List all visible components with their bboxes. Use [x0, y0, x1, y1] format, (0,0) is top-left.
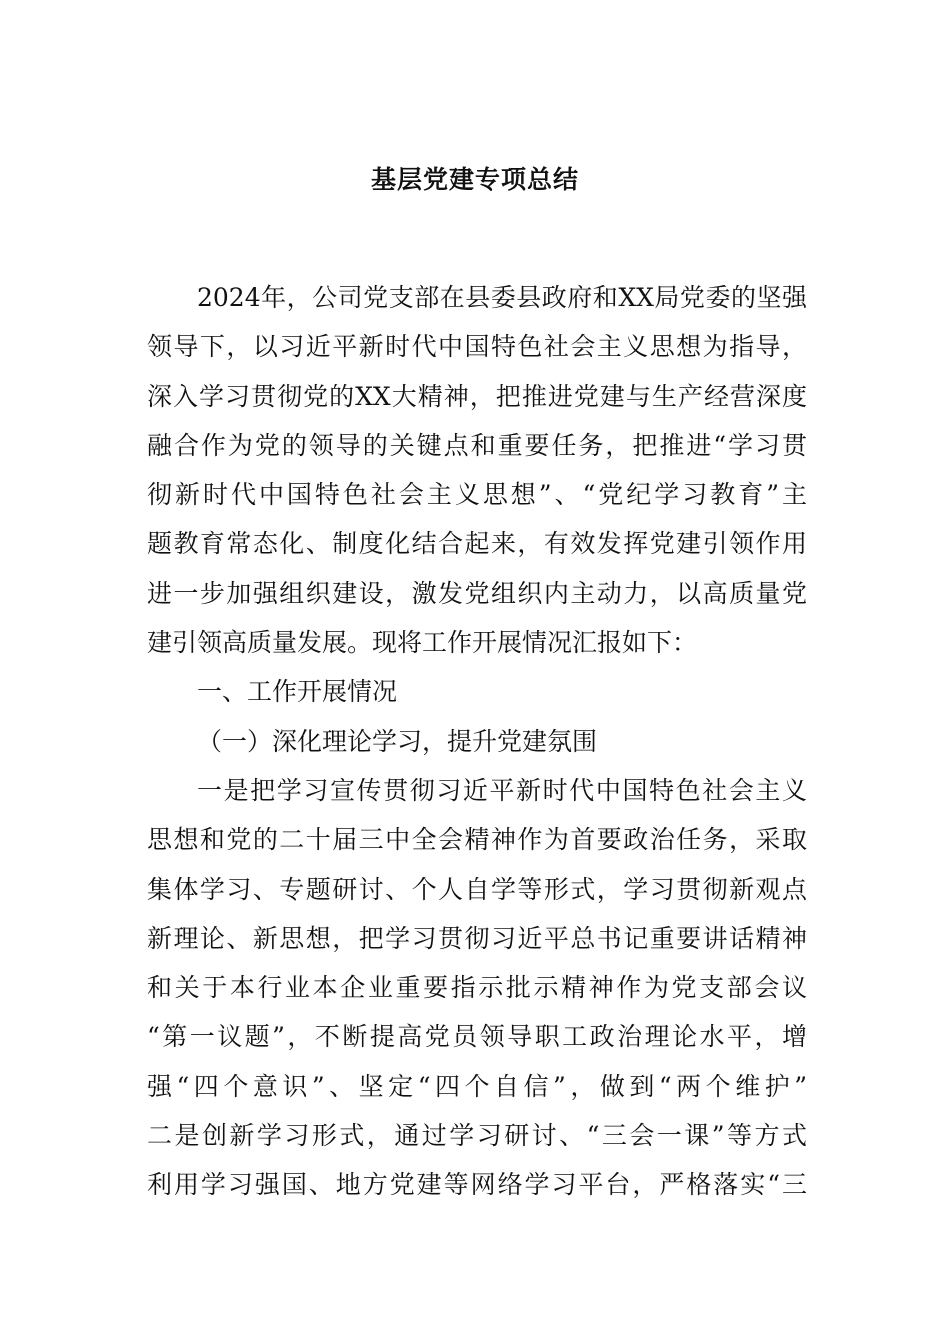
paragraph-line: 利用学习强国、地方党建等网络学习平台，严格落实“三 [147, 1170, 807, 1200]
paragraph-line: 思想和党的二十届三中全会精神作为首要政治任务，采取 [147, 825, 807, 855]
subsection-heading: （一）深化理论学习，提升党建氛围 [197, 726, 598, 756]
paragraph-line: 新理论、新思想，把学习贯彻习近平总书记重要讲话精神 [147, 923, 807, 953]
paragraph-line: 二是创新学习形式，通过学习研讨、“三会一课”等方式 [147, 1121, 807, 1151]
document-title: 基层党建专项总结 [370, 165, 579, 194]
paragraph-line: “第一议题”，不断提高党员领导职工政治理论水平，增 [147, 1022, 807, 1052]
paragraph-line: 深入学习贯彻党的XX大精神，把推进党建与生产经营深度 [147, 381, 807, 411]
section-heading: 一、工作开展情况 [197, 677, 398, 707]
paragraph-line: 建引领高质量发展。现将工作开展情况汇报如下： [147, 628, 698, 658]
paragraph-line: 2024年，公司党支部在县委县政府和XX局党委的坚强 [197, 283, 807, 312]
paragraph-line: 进一步加强组织建设，激发党组织内主动力，以高质量党 [147, 578, 807, 608]
paragraph-line: 强“四个意识”、坚定“四个自信”，做到“两个维护” [147, 1071, 807, 1101]
paragraph-line: 彻新时代中国特色社会主义思想”、“党纪学习教育”主 [147, 480, 807, 510]
document-body [147, 278, 807, 1215]
paragraph-line: 融合作为党的领导的关键点和重要任务，把推进“学习贯 [147, 430, 807, 460]
paragraph-line: 题教育常态化、制度化结合起来，有效发挥党建引领作用 [147, 529, 807, 559]
paragraph-line: 和关于本行业本企业重要指示批示精神作为党支部会议 [147, 973, 807, 1003]
paragraph-line: 领导下，以习近平新时代中国特色社会主义思想为指导， [147, 332, 807, 362]
paragraph-line: 集体学习、专题研讨、个人自学等形式，学习贯彻新观点 [147, 874, 807, 904]
paragraph-line: 一是把学习宣传贯彻习近平新时代中国特色社会主义 [197, 775, 807, 805]
